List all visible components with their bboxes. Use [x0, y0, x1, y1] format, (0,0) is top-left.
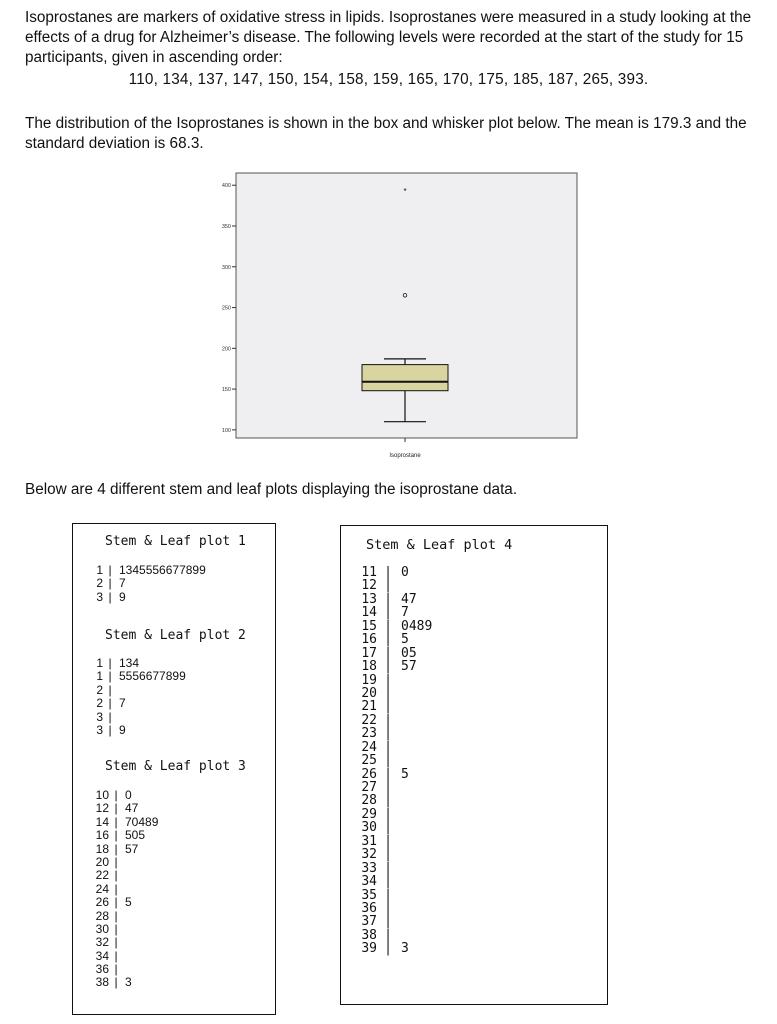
stem-separator: |	[114, 801, 118, 816]
stem-value: 3	[96, 709, 103, 724]
stem-value: 20	[361, 685, 377, 701]
leaf-values	[399, 687, 401, 700]
stem-separator: |	[114, 841, 118, 856]
stem-value: 12	[361, 578, 377, 594]
leaf-values: 5	[401, 766, 409, 782]
stem-value: 30	[361, 820, 377, 836]
leaf-values: 70489	[125, 814, 159, 829]
stem-separator: |	[114, 788, 118, 802]
stem-separator: |	[114, 921, 118, 936]
stem-leaf-row	[359, 768, 432, 781]
leaf-values: 57	[125, 841, 139, 856]
leaf-values	[399, 674, 401, 687]
stem-leaf-row	[359, 915, 432, 928]
leaf-values: 57	[401, 659, 417, 675]
stem-leaf-row	[359, 889, 432, 902]
stem-separator: |	[114, 908, 118, 923]
stem-value: 1	[96, 563, 103, 577]
stem-leaf-row	[359, 579, 432, 592]
stem-leaf-row	[93, 657, 186, 670]
stem-value: 22	[95, 868, 109, 883]
stem-value: 34	[361, 874, 377, 890]
leaf-values	[123, 856, 125, 869]
leaf-values: 47	[125, 801, 139, 816]
stem-separator: |	[384, 793, 392, 809]
stem-leaf-4-title: Stem & Leaf plot 4	[366, 537, 513, 553]
stem-leaf-row	[359, 794, 432, 807]
stem-value: 2	[96, 576, 103, 591]
stem-leaf-row	[359, 633, 432, 646]
box-iqr	[362, 365, 448, 391]
stem-separator: |	[384, 618, 392, 634]
stem-value: 1	[96, 669, 103, 684]
stem-separator: |	[384, 874, 392, 890]
stem-value: 24	[95, 881, 109, 896]
stem-separator: |	[384, 914, 392, 930]
stem-leaf-row	[91, 910, 158, 923]
stem-leaf-row	[359, 727, 432, 740]
x-axis-label: Isoprostane	[389, 453, 421, 459]
distribution-paragraph: The distribution of the Isoprostanes is shown in the box and whisker plot below. The mean is 179.3 and the standard deviation is 68.3.	[25, 115, 747, 152]
stem-leaf-row	[359, 566, 432, 579]
leaf-values: 5556677899	[119, 669, 186, 684]
stem-value: 12	[95, 801, 109, 816]
stem-leaf-row	[359, 781, 432, 794]
leaf-values	[399, 700, 401, 713]
leaf-values	[399, 727, 401, 740]
y-tick-label: 300	[221, 264, 231, 271]
stem-value: 14	[95, 814, 109, 829]
stem-value: 13	[361, 591, 377, 607]
stem-value: 10	[95, 788, 109, 802]
stem-leaf-row	[359, 848, 432, 861]
stem-leaf-row	[91, 802, 158, 815]
stem-leaf-row	[359, 875, 432, 888]
leaf-values: 5	[125, 895, 132, 910]
stem-value: 17	[361, 645, 377, 661]
stem-separator: |	[114, 828, 118, 843]
stem-separator: |	[108, 709, 112, 724]
stem-leaf-row	[91, 976, 158, 989]
leaf-values: 7	[401, 605, 409, 621]
stem-value: 29	[361, 806, 377, 822]
stem-leaf-row	[359, 754, 432, 767]
stem-separator: |	[384, 739, 392, 755]
leaf-values: 1345556677899	[119, 563, 206, 577]
plot-area	[236, 173, 577, 438]
stem-separator: |	[384, 806, 392, 822]
stem-leaf-row	[91, 789, 158, 802]
leaf-values: 9	[119, 722, 126, 737]
stem-leaf-panel-left	[72, 523, 276, 1015]
stem-leaf-4-rows	[359, 566, 432, 956]
stem-value: 1	[96, 656, 103, 670]
stem-separator: |	[384, 941, 392, 957]
stem-leaf-row	[359, 821, 432, 834]
stem-separator: |	[108, 563, 112, 577]
leaf-values	[399, 929, 401, 942]
stem-value: 37	[361, 914, 377, 930]
stem-leaf-row	[93, 564, 206, 577]
leaf-values	[123, 950, 125, 963]
leaf-values	[399, 579, 401, 592]
stem-separator: |	[114, 962, 118, 977]
leaf-values	[399, 902, 401, 915]
stem-leaf-row	[359, 606, 432, 619]
stem-value: 18	[361, 659, 377, 675]
leaf-values	[399, 835, 401, 848]
stem-leaf-row	[359, 593, 432, 606]
stem-value: 3	[96, 589, 103, 604]
leaf-values	[399, 915, 401, 928]
stem-leaf-row	[93, 724, 186, 737]
stem-separator: |	[384, 645, 392, 661]
stem-value: 16	[361, 632, 377, 648]
y-tick-label: 100	[221, 427, 231, 434]
stem-value: 35	[361, 887, 377, 903]
stem-value: 26	[361, 766, 377, 782]
leaf-values	[399, 714, 401, 727]
stem-separator: |	[384, 900, 392, 916]
stem-value: 14	[361, 605, 377, 621]
leaf-values	[399, 808, 401, 821]
stem-leaf-row	[359, 674, 432, 687]
stem-leaf-row	[91, 950, 158, 963]
leaf-values	[123, 869, 125, 882]
stem-separator: |	[384, 578, 392, 594]
leaf-values	[399, 875, 401, 888]
intro-paragraph: Isoprostanes are markers of oxidative stress in lipids. Isoprostanes were measured in a study looking at the effects of a drug for Alzheimer’s disease. The following levels were recorded at the start of the study for 15 participants, given in ascending order:	[25, 9, 752, 66]
leaf-values	[117, 711, 119, 724]
stem-separator: |	[384, 927, 392, 943]
leaf-values: 0489	[401, 618, 433, 634]
stem-separator: |	[108, 682, 112, 697]
stem-value: 32	[361, 847, 377, 863]
stem-separator: |	[108, 576, 112, 591]
stem-separator: |	[384, 699, 392, 715]
leaf-values	[399, 889, 401, 902]
stem-leaf-row	[93, 711, 186, 724]
stem-value: 25	[361, 753, 377, 769]
stem-leaf-3-title: Stem & Leaf plot 3	[105, 759, 246, 774]
stem-leaf-row	[91, 936, 158, 949]
leaf-values	[123, 963, 125, 976]
leaf-values	[399, 794, 401, 807]
stem-leaf-row	[359, 929, 432, 942]
stem-leaf-panel-right	[340, 525, 608, 1005]
stem-value: 22	[361, 712, 377, 728]
stem-value: 20	[95, 854, 109, 869]
stem-leaf-row	[91, 963, 158, 976]
stem-leaf-row	[93, 591, 206, 604]
stem-value: 38	[361, 927, 377, 943]
leaf-values	[399, 862, 401, 875]
stem-separator: |	[108, 589, 112, 604]
stem-leaf-row	[359, 902, 432, 915]
stem-separator: |	[384, 632, 392, 648]
stem-separator: |	[384, 712, 392, 728]
stem-leaf-row	[359, 741, 432, 754]
leaf-values: 7	[119, 576, 126, 591]
stem-value: 18	[95, 841, 109, 856]
stem-value: 21	[361, 699, 377, 715]
stem-value: 28	[95, 908, 109, 923]
stem-value: 24	[361, 739, 377, 755]
leaf-values	[123, 910, 125, 923]
stem-separator: |	[108, 722, 112, 737]
stem-leaf-2-title: Stem & Leaf plot 2	[105, 628, 246, 643]
stem-separator: |	[384, 726, 392, 742]
stem-leaf-row	[91, 843, 158, 856]
stem-separator: |	[384, 860, 392, 876]
stem-separator: |	[114, 948, 118, 963]
stem-value: 36	[95, 962, 109, 977]
stem-separator: |	[384, 565, 392, 580]
stem-value: 23	[361, 726, 377, 742]
stem-value: 16	[95, 828, 109, 843]
stem-leaf-row	[93, 684, 186, 697]
stem-value: 30	[95, 921, 109, 936]
stem-separator: |	[114, 881, 118, 896]
box-plot	[200, 172, 580, 464]
leaf-values: 134	[119, 656, 140, 670]
stem-separator: |	[384, 605, 392, 621]
leaf-values: 7	[119, 696, 126, 711]
data-values-line: 110, 134, 137, 147, 150, 154, 158, 159, 165, 170, 175, 185, 187, 265, 393.	[128, 71, 649, 88]
stem-value: 15	[361, 618, 377, 634]
stem-leaf-row	[91, 816, 158, 829]
leaf-values	[399, 754, 401, 767]
stem-leaf-row	[359, 862, 432, 875]
leaf-values: 5	[401, 632, 409, 648]
below-paragraph: Below are 4 different stem and leaf plots displaying the isoprostane data.	[25, 481, 518, 498]
leaf-values: 3	[125, 975, 132, 990]
stem-leaf-row	[91, 829, 158, 842]
stem-value: 28	[361, 793, 377, 809]
stem-leaf-row	[359, 835, 432, 848]
stem-separator: |	[384, 672, 392, 688]
stem-separator: |	[384, 591, 392, 607]
stem-value: 19	[361, 672, 377, 688]
leaf-values	[123, 883, 125, 896]
stem-separator: |	[384, 753, 392, 769]
leaf-values: 47	[401, 591, 417, 607]
stem-separator: |	[114, 975, 118, 990]
leaf-values	[399, 741, 401, 754]
stem-value: 31	[361, 833, 377, 849]
stem-leaf-row	[93, 577, 206, 590]
stem-leaf-row	[91, 896, 158, 909]
stem-separator: |	[114, 935, 118, 950]
stem-separator: |	[384, 820, 392, 836]
stem-leaf-row	[359, 620, 432, 633]
stem-separator: |	[114, 854, 118, 869]
y-tick-label: 400	[221, 183, 231, 190]
stem-separator: |	[384, 659, 392, 675]
stem-value: 3	[96, 722, 103, 737]
stem-leaf-3-rows	[91, 789, 158, 990]
stem-value: 27	[361, 780, 377, 795]
leaf-values	[399, 781, 401, 794]
stem-separator: |	[108, 696, 112, 711]
leaf-values: 0	[125, 788, 132, 802]
stem-leaf-row	[91, 883, 158, 896]
leaf-values	[123, 936, 125, 949]
y-tick-label: 250	[221, 305, 231, 312]
stem-separator: |	[114, 868, 118, 883]
stem-separator: |	[114, 814, 118, 829]
stem-separator: |	[384, 685, 392, 701]
stem-value: 11	[361, 565, 377, 580]
extreme-marker: *	[403, 186, 407, 196]
y-tick-label: 150	[221, 387, 231, 394]
stem-separator: |	[108, 656, 112, 670]
stem-value: 39	[361, 941, 377, 957]
leaf-values: 505	[125, 828, 146, 843]
stem-value: 2	[96, 682, 103, 697]
leaf-values	[399, 821, 401, 834]
stem-value: 2	[96, 696, 103, 711]
stem-leaf-1-rows	[93, 564, 206, 604]
stem-separator: |	[384, 766, 392, 782]
stem-leaf-row	[359, 714, 432, 727]
stem-value: 26	[95, 895, 109, 910]
stem-value: 36	[361, 900, 377, 916]
leaf-values: 9	[119, 589, 126, 604]
leaf-values	[123, 923, 125, 936]
leaf-values: 05	[401, 645, 417, 661]
stem-leaf-1-title: Stem & Leaf plot 1	[105, 534, 246, 549]
stem-value: 33	[361, 860, 377, 876]
y-tick-label: 350	[221, 224, 231, 230]
stem-leaf-row	[359, 647, 432, 660]
stem-leaf-row	[91, 923, 158, 936]
stem-value: 34	[95, 948, 109, 963]
leaf-values: 3	[401, 941, 409, 957]
stem-value: 38	[95, 975, 109, 990]
stem-leaf-2-rows	[93, 657, 186, 737]
stem-separator: |	[114, 895, 118, 910]
stem-separator: |	[108, 669, 112, 684]
stem-leaf-row	[359, 942, 432, 955]
stem-leaf-row	[359, 687, 432, 700]
stem-leaf-row	[91, 869, 158, 882]
leaf-values	[399, 848, 401, 861]
stem-leaf-row	[359, 660, 432, 673]
stem-separator: |	[384, 887, 392, 903]
stem-separator: |	[384, 780, 392, 795]
stem-leaf-row	[93, 697, 186, 710]
leaf-values	[117, 684, 119, 697]
stem-leaf-row	[91, 856, 158, 869]
stem-leaf-row	[359, 700, 432, 713]
stem-leaf-row	[93, 670, 186, 683]
stem-separator: |	[384, 833, 392, 849]
leaf-values: 0	[401, 565, 409, 580]
stem-value: 32	[95, 935, 109, 950]
stem-leaf-row	[359, 808, 432, 821]
stem-separator: |	[384, 847, 392, 863]
y-tick-label: 200	[221, 346, 231, 353]
